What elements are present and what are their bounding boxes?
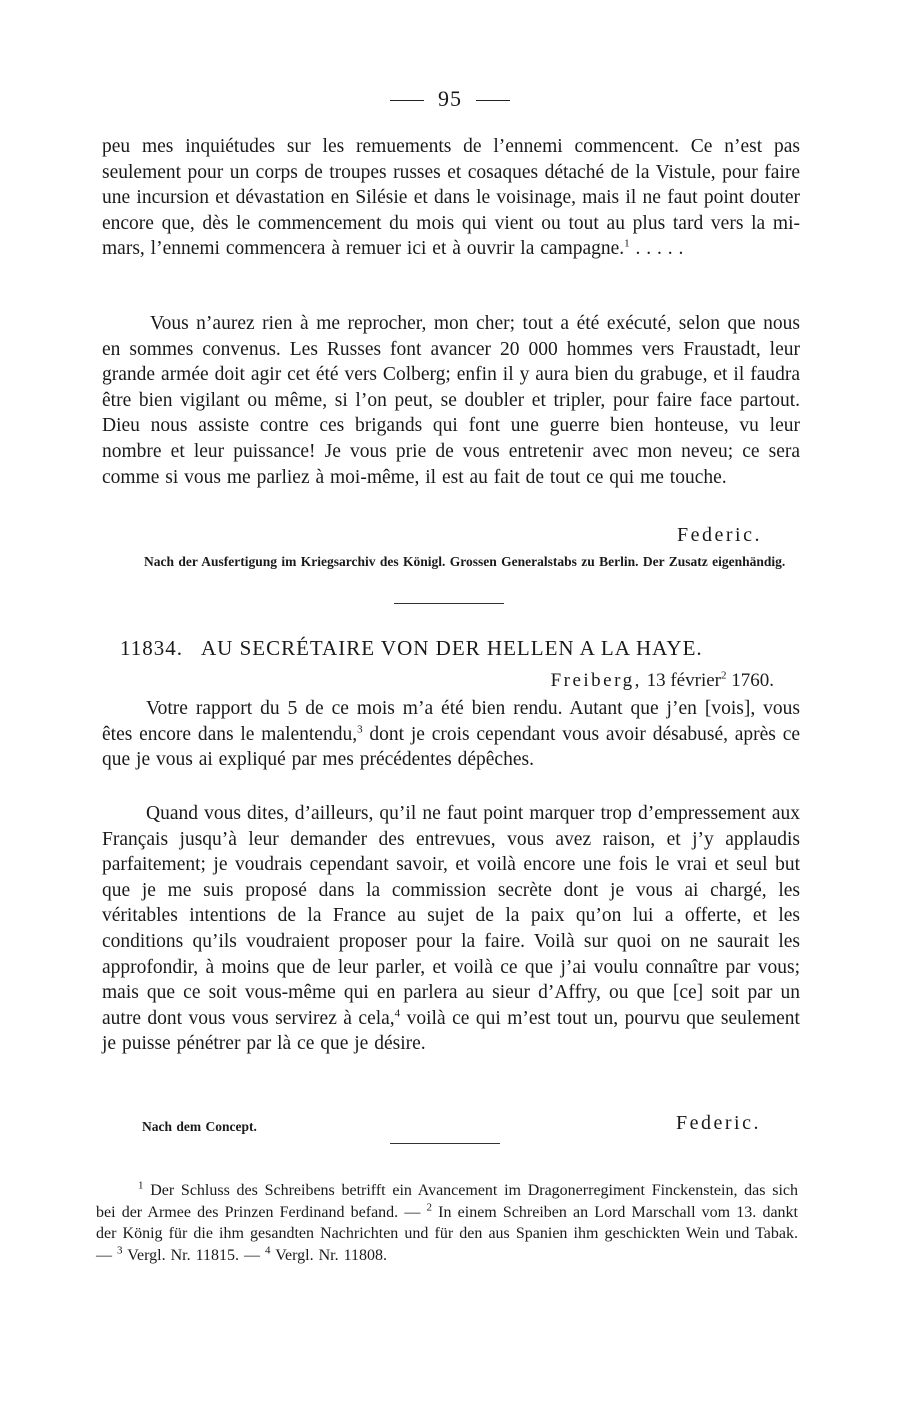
- footnote-3: Vergl. Nr. 11815. —: [122, 1246, 265, 1264]
- letter-2-title: AU SECRÉTAIRE VON DER HELLEN A LA HAYE.: [200, 636, 703, 660]
- footnote-mark-1: 1: [138, 1179, 144, 1192]
- letter-1-source-note: Nach der Ausfertigung im Kriegsarchiv des Königl. Grossen Generalstabs zu Berlin. Der Zusatz eigenhändig.: [144, 554, 786, 569]
- letter-1-paragraph-1: [102, 134, 800, 262]
- header-dash-right: [476, 100, 510, 101]
- footnote-mark-4: 4: [264, 1244, 271, 1257]
- letter-2-dateline: [551, 670, 774, 692]
- footnote-2: In einem Schreiben an Lord Marschall vom 13. dankt der König für die ihm gesandten Nachrichten und für den aus Spanien ihm geschickten Wein und Tabak. —: [96, 1203, 798, 1264]
- letter-2-paragraph-1-a: Votre rapport du 5 de ce mois m’a été bien rendu. Autant que j’en [vois], vous êtes encore dans le malentendu,: [102, 698, 800, 745]
- footnote-ref-1: 1: [624, 237, 630, 250]
- letter-1-paragraph-2: Vous n’aurez rien à me reprocher, mon cher; tout a été exécuté, selon que nous en sommes convenus. Les Russes font avancer 20 000 hommes vers Fraustadt, leur grande armée doit agir cet été vers Colberg; enfin il y aura bien du grabuge, et il faudra être bien vigilant ou même, si l’on peut, se doubler et tripler, pour faire face partout. Dieu nous assiste contre ces brigands qui font une guerre bien honteuse, vu leur nombre et leur puissance! Je vous prie de vous entretenir avec mon neveu; ce sera comme si vous me parliez à moi-même, il est au fait de tout ce qui me touche.: [102, 313, 800, 488]
- letter-2-paragraph-2-a: Quand vous dites, d’ailleurs, qu’il ne faut point marquer trop d’empressement aux Français jusqu’à leur demander des entrevues, vous avez raison, et j’y applaudis parfaitement; je voudrais cependant savoir, et voilà encore une fois le vrai et seul but que je me suis proposé dans la commission secrète dont je vous ai chargé, les véritables intentions de la France au sujet de la paix qu’on lui a offerte, et les conditions qu’ils voudraient proposer pour la faire. Voilà sur quoi on ne saurait les approfondir, à moins que de leur parler, et voilà ce que j’ai voulu connaître par vous; mais que ce soit vous-même qui en parlera au sieur d’Affry, ou que [ce] soit par un autre dont vous vous servirez à cela,: [102, 803, 800, 1029]
- letter-2-paragraph-1-b: dont je crois cependant vous avoir désabusé, après ce que je vous ai expliqué par mes précédentes dépêches.: [102, 723, 800, 771]
- footnote-mark-2: 2: [426, 1201, 432, 1214]
- letter-2-paragraph-2: [102, 801, 800, 1057]
- letter-1-signature: Federic.: [677, 524, 762, 546]
- letter-1-paragraph-1-text: peu mes inquiétudes sur les remuements de l’ennemi commencent. Ce n’est pas seulement pour un corps de troupes russes et cosaques détaché de la Vistule, pour faire une incursion et dévastation en Silésie et dans le voisinage, mais il ne faut point douter encore que, dès le commencement du mois qui vient ou tout au plus tard vers la mi-mars, l’ennemi commencera à remuer ici et à ouvrir la campagne.: [102, 136, 800, 260]
- letter-2-date: 13 février: [646, 670, 721, 691]
- footnote-block: [96, 1180, 798, 1266]
- letter-2-paragraph-2-b: voilà ce qui m’est tout un, pourvu que seulement je puisse pénétrer par là ce que je désire.: [102, 1007, 800, 1055]
- page-header: [0, 86, 900, 112]
- section-divider: [394, 603, 504, 604]
- footnote-1: Der Schluss des Schreibens betrifft ein Avancement im Dragonerregiment Finckenstein, das sich bei der Armee des Prinzen Ferdinand befand. —: [96, 1182, 798, 1221]
- footnote-ref-2: 2: [721, 669, 727, 682]
- header-dash-left: [390, 100, 424, 101]
- ellipsis: . . . . .: [629, 238, 684, 260]
- letter-2-number: 11834.: [120, 636, 183, 660]
- letter-2-heading: [120, 636, 780, 661]
- letter-2-paragraph-1: [102, 696, 800, 773]
- footnote-4: Vergl. Nr. 11808.: [270, 1246, 387, 1264]
- footnote-ref-4: 4: [394, 1007, 401, 1020]
- letter-2-signature: Federic.: [676, 1112, 761, 1134]
- letter-2-year: 1760.: [726, 670, 774, 691]
- footnote-mark-3: 3: [117, 1244, 123, 1257]
- page-number: 95: [438, 86, 462, 111]
- letter-2-place: Freiberg,: [550, 670, 642, 691]
- footnote-divider: [390, 1143, 500, 1144]
- footnote-ref-3: 3: [357, 723, 363, 736]
- letter-2-source-note: Nach dem Concept.: [142, 1119, 257, 1134]
- footnotes: [96, 1180, 798, 1266]
